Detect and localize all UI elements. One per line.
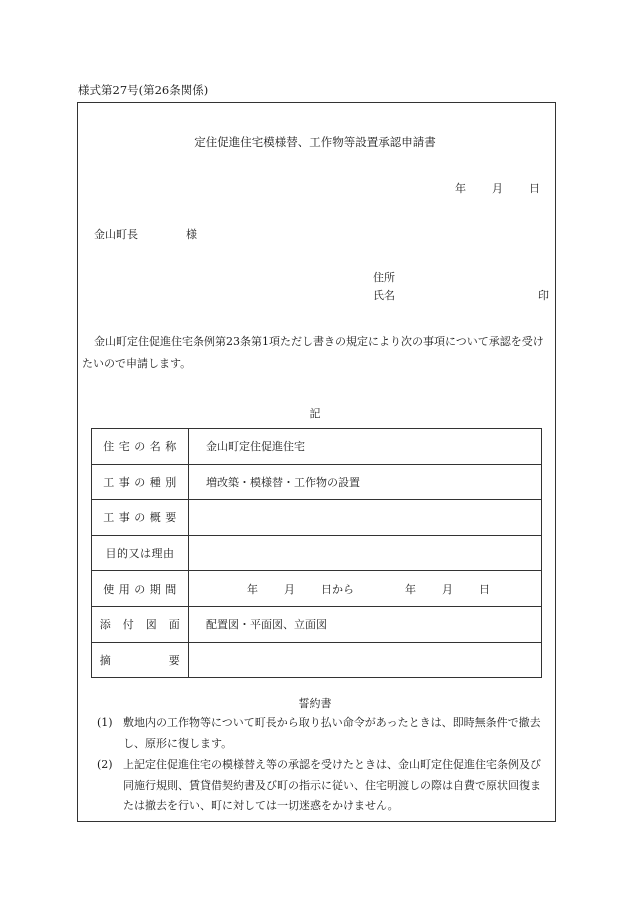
housing-name-value: 金山町定住促進住宅 bbox=[189, 429, 542, 465]
document-title: 定住促進住宅模様替、工作物等設置承認申請書 bbox=[194, 135, 436, 149]
drawings-value: 配置図・平面図、立面図 bbox=[189, 606, 542, 642]
period-from-year: 年 bbox=[247, 582, 258, 596]
table-row bbox=[92, 464, 542, 500]
row-label: 工 事 の 概 要 bbox=[92, 500, 189, 536]
period-to-day: 日 bbox=[479, 582, 490, 596]
seal-mark: 印 bbox=[538, 289, 549, 302]
row-label: 目的又は理由 bbox=[92, 535, 189, 571]
date-month: 月 bbox=[492, 182, 503, 195]
details-table bbox=[91, 428, 542, 678]
date-year: 年 bbox=[455, 182, 466, 195]
table-row bbox=[92, 429, 542, 465]
address-label: 住所 bbox=[373, 271, 395, 284]
table-row bbox=[92, 571, 542, 607]
table-row bbox=[92, 606, 542, 642]
work-type-value: 増改築・模様替・工作物の設置 bbox=[189, 464, 542, 500]
addressee-row bbox=[94, 226, 197, 242]
table-row bbox=[92, 500, 542, 536]
pledge-item bbox=[97, 713, 551, 754]
row-label: 摘 要 bbox=[92, 642, 189, 678]
remarks-value bbox=[189, 642, 542, 678]
row-label: 住 宅 の 名 称 bbox=[92, 429, 189, 465]
date-row bbox=[455, 180, 540, 196]
period-from-month: 月 bbox=[284, 582, 295, 596]
work-summary-value bbox=[189, 500, 542, 536]
row-label: 使 用 の 期 間 bbox=[92, 571, 189, 607]
period-from-day: 日から bbox=[321, 582, 354, 596]
pledge-number: (1) bbox=[97, 716, 113, 729]
row-label: 添 付 図 面 bbox=[92, 606, 189, 642]
row-label: 工 事 の 種 別 bbox=[92, 464, 189, 500]
form-number: 様式第27号(第26条関係) bbox=[78, 83, 209, 97]
date-day: 日 bbox=[529, 182, 540, 195]
addressee-name: 金山町長 bbox=[94, 228, 138, 241]
period-value bbox=[189, 571, 542, 607]
name-label: 氏名 bbox=[373, 289, 395, 302]
pledge-text: 上記定住促進住宅の模様替え等の承認を受けたときは、金山町定住促進住宅条例及び同施行規則、賃貸借契約書及び町の指示に従い、住宅明渡しの際は自費で原状回復または撤去を行い、町に対しては一切迷惑をかけません。 bbox=[123, 758, 541, 812]
pledge-text: 敷地内の工作物等について町長から取り払い命令があったときは、即時無条件で撤去し、原形に復します。 bbox=[123, 716, 541, 750]
table-row bbox=[92, 535, 542, 571]
table-row bbox=[92, 642, 542, 678]
purpose-value bbox=[189, 535, 542, 571]
period-to-month: 月 bbox=[442, 582, 453, 596]
pledge-item bbox=[97, 755, 551, 817]
addressee-honorific: 様 bbox=[186, 228, 197, 241]
period-to-year: 年 bbox=[405, 582, 416, 596]
pledge-heading: 誓約書 bbox=[298, 697, 332, 710]
pledge-number: (2) bbox=[97, 758, 113, 771]
request-text: 金山町定住促進住宅条例第23条第1項ただし書きの規定により次の事項について承認を受けたいので申請します。 bbox=[82, 335, 544, 370]
record-heading: 記 bbox=[309, 407, 321, 420]
